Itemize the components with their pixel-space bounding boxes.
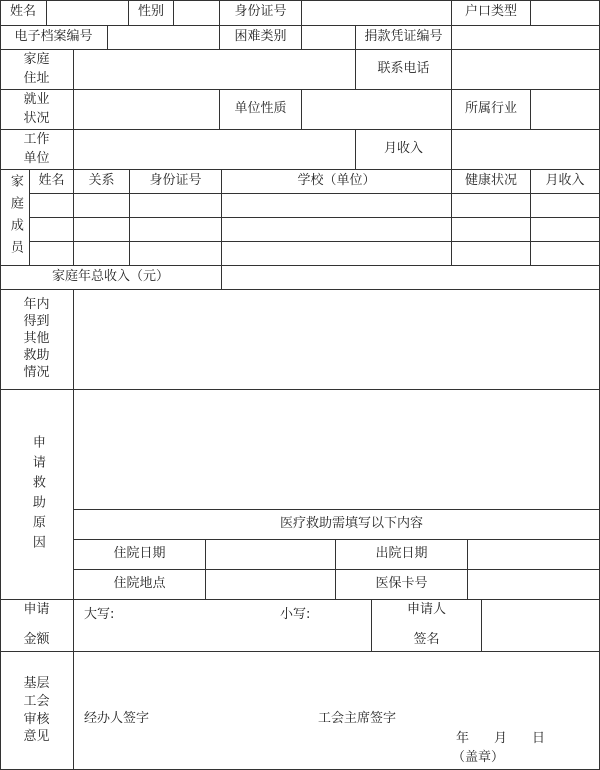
applicant-signature-label: 申请人 签名 [372,600,482,652]
discharge-date-field[interactable] [468,540,600,570]
family-member-cell[interactable] [74,242,130,266]
family-member-cell[interactable] [222,194,452,218]
family-member-cell[interactable] [130,242,222,266]
address-field[interactable] [74,50,356,90]
family-header-school: 学校（单位） [222,170,452,194]
family-member-cell[interactable] [531,218,600,242]
monthly-income-field[interactable] [452,130,600,170]
monthly-income-label: 月收入 [356,130,452,170]
difficulty-type-field[interactable] [302,26,356,50]
family-member-cell[interactable] [452,242,531,266]
employment-label: 就业 状况 [0,90,74,130]
gender-field[interactable] [174,0,220,26]
family-member-cell[interactable] [452,218,531,242]
family-total-income-field[interactable] [222,266,600,290]
phone-label: 联系电话 [356,50,452,90]
id-number-field[interactable] [302,0,452,26]
amount-upper-label: 大写: [84,607,115,622]
family-member-cell[interactable] [130,218,222,242]
amount-field[interactable] [74,600,372,652]
aid-reason-field[interactable] [74,390,600,510]
other-aid-label: 年内 得到 其他 救助 情况 [0,290,74,390]
hukou-type-field[interactable] [531,0,600,26]
family-member-cell[interactable] [452,194,531,218]
review-opinion-label: 基层 工会 审核 意见 [0,652,74,770]
family-member-cell[interactable] [531,242,600,266]
name-field[interactable] [47,0,129,26]
donation-no-label: 捐款凭证编号 [356,26,452,50]
donation-no-field[interactable] [452,26,600,50]
family-member-cell[interactable] [30,218,74,242]
amount-lower-label: 小写: [280,607,311,622]
difficulty-type-label: 困难类别 [220,26,302,50]
gender-label: 性别 [129,0,174,26]
unit-nature-field[interactable] [302,90,452,130]
day-label: 日 [532,731,546,746]
unit-nature-label: 单位性质 [220,90,302,130]
other-aid-field[interactable] [74,290,600,390]
family-member-cell[interactable] [74,218,130,242]
employment-field[interactable] [74,90,220,130]
hospital-label: 住院地点 [74,570,206,600]
family-total-income-label: 家庭年总收入（元） [0,266,222,290]
family-member-cell[interactable] [222,242,452,266]
archive-no-label: 电子档案编号 [0,26,108,50]
insurance-card-field[interactable] [468,570,600,600]
family-member-cell[interactable] [531,194,600,218]
id-number-label: 身份证号 [220,0,302,26]
work-unit-label: 工作 单位 [0,130,74,170]
amount-label: 申请 金额 [0,600,74,652]
work-unit-field[interactable] [74,130,356,170]
aid-reason-label: 申请救助原因 [0,390,74,600]
year-label: 年 [456,731,470,746]
discharge-date-label: 出院日期 [336,540,468,570]
medical-note: 医疗救助需填写以下内容 [74,510,600,540]
industry-field[interactable] [531,90,600,130]
phone-field[interactable] [452,50,600,90]
family-member-cell[interactable] [30,194,74,218]
family-member-cell[interactable] [30,242,74,266]
seal-label: （盖章） [452,750,505,765]
handler-signature-label: 经办人签字 [84,711,150,726]
review-opinion-field[interactable] [74,652,600,770]
name-label: 姓名 [0,0,47,26]
family-header-relation: 关系 [74,170,130,194]
admission-date-field[interactable] [206,540,336,570]
admission-date-label: 住院日期 [74,540,206,570]
family-member-cell[interactable] [222,218,452,242]
address-label: 家庭 住址 [0,50,74,90]
applicant-signature-field[interactable] [482,600,600,652]
month-label: 月 [494,731,508,746]
family-member-cell[interactable] [130,194,222,218]
family-header-name: 姓名 [30,170,74,194]
family-header-health: 健康状况 [452,170,531,194]
family-header-id: 身份证号 [130,170,222,194]
archive-no-field[interactable] [108,26,220,50]
chairman-signature-label: 工会主席签字 [318,711,397,726]
hukou-type-label: 户口类型 [452,0,531,26]
hospital-field[interactable] [206,570,336,600]
family-header-income: 月收入 [531,170,600,194]
insurance-card-label: 医保卡号 [336,570,468,600]
industry-label: 所属行业 [452,90,531,130]
family-members-label: 家庭成员 [0,170,30,266]
family-member-cell[interactable] [74,194,130,218]
